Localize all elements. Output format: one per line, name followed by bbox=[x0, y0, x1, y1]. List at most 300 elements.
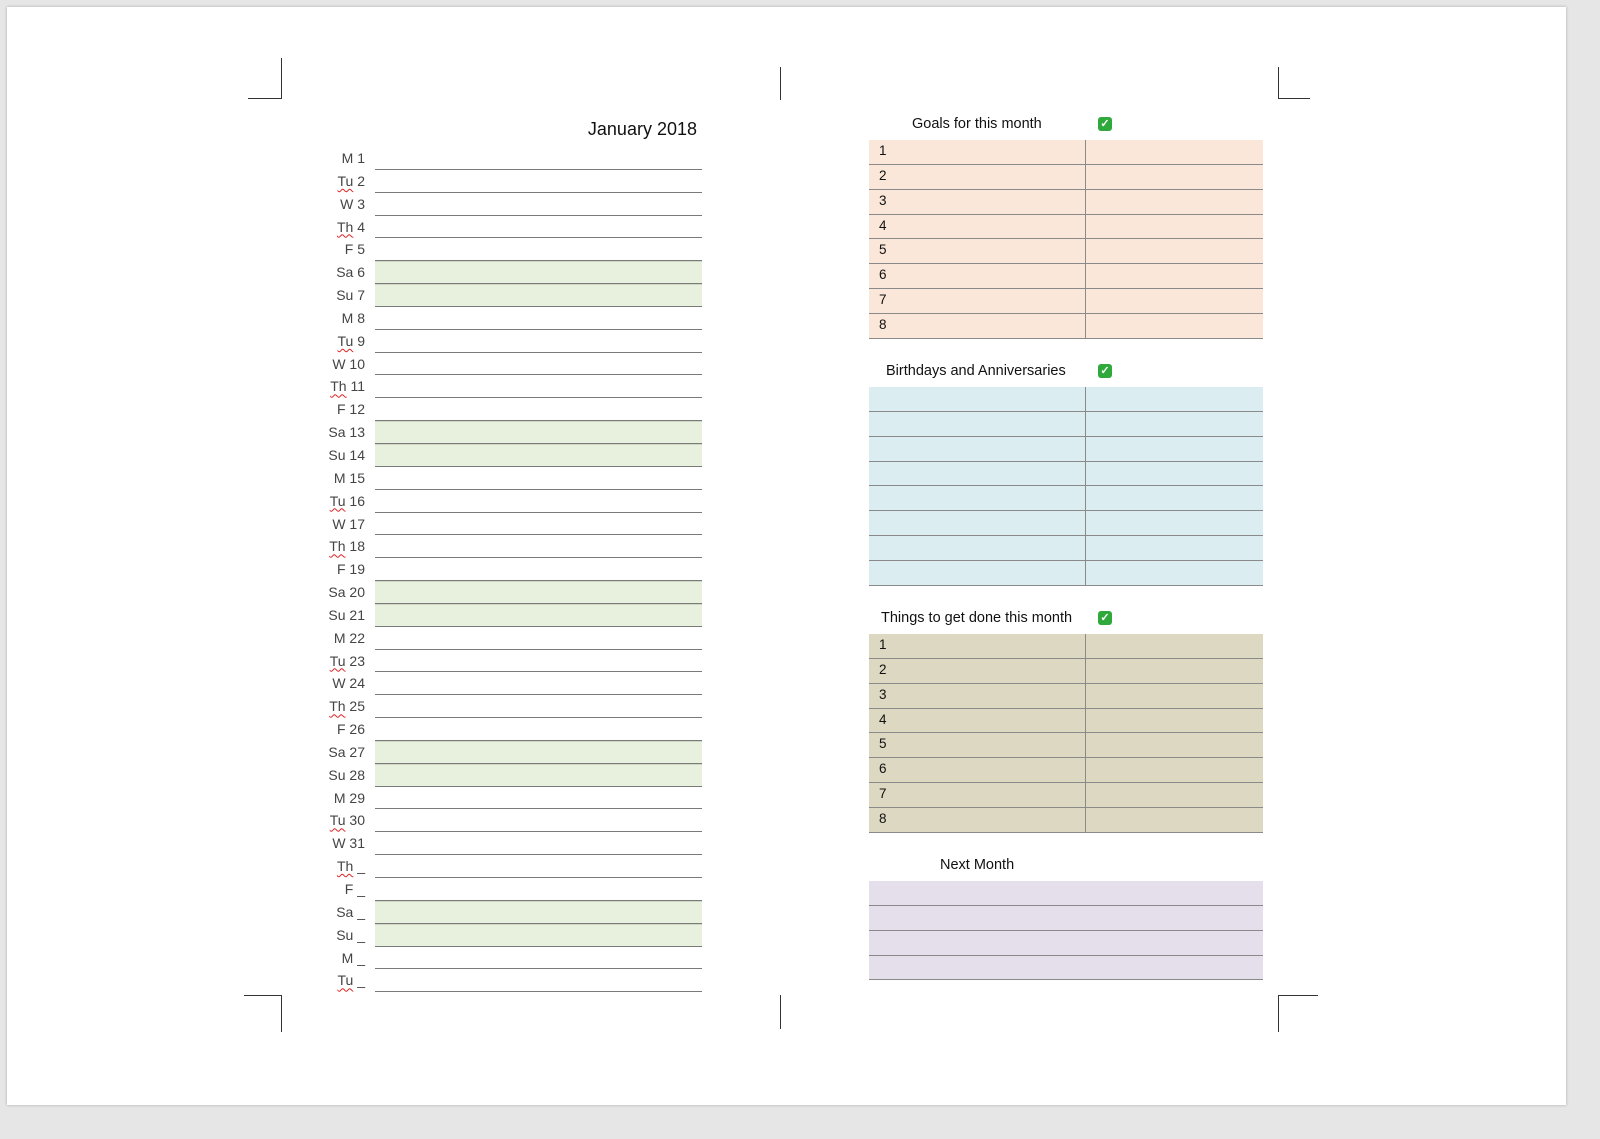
day-date: 23 bbox=[349, 652, 365, 669]
day-row bbox=[307, 969, 707, 992]
todo-title: Things to get done this month bbox=[881, 610, 1073, 626]
goals-table bbox=[869, 140, 1263, 339]
entry-cell[interactable] bbox=[1086, 931, 1263, 955]
day-of-week: Su bbox=[328, 446, 346, 463]
day-date: 2 bbox=[357, 172, 365, 189]
day-label bbox=[307, 950, 365, 966]
day-row bbox=[307, 535, 707, 558]
crop-mark bbox=[1278, 98, 1310, 99]
day-date: 8 bbox=[357, 309, 365, 326]
todo-section bbox=[869, 610, 1263, 833]
day-entry-line[interactable] bbox=[375, 627, 702, 650]
day-date: 24 bbox=[349, 675, 365, 692]
day-row bbox=[307, 718, 707, 741]
table-row bbox=[869, 881, 1263, 906]
row-number-cell[interactable]: 4 bbox=[869, 709, 1086, 733]
row-number-cell[interactable]: 5 bbox=[869, 733, 1086, 757]
day-of-week: M bbox=[341, 150, 354, 166]
day-entry-line[interactable] bbox=[375, 878, 702, 901]
birthdays-section bbox=[869, 363, 1263, 586]
table-row bbox=[869, 140, 1263, 165]
day-label bbox=[307, 401, 365, 417]
day-entry-line[interactable] bbox=[375, 216, 702, 239]
day-row bbox=[307, 695, 707, 718]
day-of-week: Th bbox=[336, 858, 354, 875]
row-number-cell[interactable]: 6 bbox=[869, 758, 1086, 782]
day-row bbox=[307, 330, 707, 353]
entry-cell[interactable] bbox=[1086, 215, 1263, 239]
day-of-week: M bbox=[333, 789, 346, 806]
row-number-cell[interactable] bbox=[869, 931, 1086, 955]
day-row bbox=[307, 650, 707, 673]
day-entry-line[interactable] bbox=[375, 809, 702, 832]
day-entry-line[interactable] bbox=[375, 695, 702, 718]
day-row bbox=[307, 604, 707, 627]
day-entry-line[interactable] bbox=[375, 513, 702, 536]
entry-cell[interactable] bbox=[1086, 561, 1263, 585]
day-entry-line[interactable] bbox=[375, 604, 702, 627]
table-row bbox=[869, 758, 1263, 783]
entry-cell[interactable] bbox=[1086, 462, 1263, 486]
table-row bbox=[869, 684, 1263, 709]
day-label bbox=[307, 675, 365, 691]
entry-cell[interactable] bbox=[1086, 314, 1263, 338]
row-number-cell[interactable] bbox=[869, 956, 1086, 980]
day-row bbox=[307, 672, 707, 695]
entry-cell[interactable] bbox=[1086, 412, 1263, 436]
day-date: 10 bbox=[349, 355, 365, 372]
crop-mark bbox=[244, 995, 281, 996]
goals-title: Goals for this month bbox=[912, 116, 1042, 132]
day-date: _ bbox=[357, 858, 365, 875]
entry-cell[interactable] bbox=[1086, 264, 1263, 288]
table-row bbox=[869, 931, 1263, 956]
day-date: _ bbox=[357, 903, 365, 920]
day-entry-line[interactable] bbox=[375, 307, 702, 330]
table-row bbox=[869, 808, 1263, 833]
day-of-week: Tu bbox=[337, 172, 354, 189]
day-of-week: F bbox=[336, 721, 346, 738]
day-label bbox=[307, 721, 365, 737]
check-mark-button-icon: ✓ bbox=[1098, 611, 1112, 625]
day-date: _ bbox=[357, 926, 365, 943]
day-label bbox=[307, 196, 365, 212]
day-label bbox=[307, 584, 365, 600]
day-of-week: Tu bbox=[329, 652, 346, 669]
day-label bbox=[307, 972, 365, 988]
day-date: 19 bbox=[349, 561, 365, 578]
day-date: 14 bbox=[349, 446, 365, 463]
day-date: 18 bbox=[349, 538, 365, 555]
entry-cell[interactable] bbox=[1086, 511, 1263, 535]
day-label bbox=[307, 378, 365, 394]
day-of-week: F bbox=[336, 401, 346, 418]
day-date: 9 bbox=[357, 332, 365, 349]
entry-cell[interactable] bbox=[1086, 906, 1263, 930]
next-month-header bbox=[869, 857, 1263, 877]
table-row bbox=[869, 783, 1263, 808]
row-number-cell[interactable]: 2 bbox=[869, 659, 1086, 683]
day-label bbox=[307, 561, 365, 577]
day-of-week: Su bbox=[328, 606, 346, 623]
day-of-week: W bbox=[332, 835, 346, 852]
day-entry-line[interactable] bbox=[375, 444, 702, 467]
row-number-cell[interactable]: 1 bbox=[869, 634, 1086, 658]
day-row bbox=[307, 467, 707, 490]
day-entry-line[interactable] bbox=[375, 238, 702, 261]
row-number-cell[interactable]: 3 bbox=[869, 190, 1086, 214]
document-page bbox=[7, 7, 1566, 1105]
day-label bbox=[307, 927, 365, 943]
day-label bbox=[307, 858, 365, 874]
day-entry-line[interactable] bbox=[375, 558, 702, 581]
day-row bbox=[307, 398, 707, 421]
day-label bbox=[307, 516, 365, 532]
day-date: 12 bbox=[349, 401, 365, 418]
day-date: 21 bbox=[349, 606, 365, 623]
day-of-week: Su bbox=[336, 287, 354, 304]
entry-cell[interactable] bbox=[1086, 659, 1263, 683]
day-label bbox=[307, 607, 365, 623]
day-date: _ bbox=[357, 972, 365, 989]
table-row bbox=[869, 289, 1263, 314]
day-entry-line[interactable] bbox=[375, 467, 702, 490]
day-date: 5 bbox=[357, 241, 365, 258]
day-date: 26 bbox=[349, 721, 365, 738]
day-date: 16 bbox=[349, 492, 365, 509]
entry-cell[interactable] bbox=[1086, 783, 1263, 807]
crop-mark bbox=[281, 58, 282, 99]
day-date: 29 bbox=[349, 789, 365, 806]
row-number-cell[interactable] bbox=[869, 387, 1086, 411]
day-label bbox=[307, 744, 365, 760]
row-number-cell[interactable]: 6 bbox=[869, 264, 1086, 288]
day-entry-line[interactable] bbox=[375, 947, 702, 970]
day-entry-line[interactable] bbox=[375, 147, 702, 170]
day-entry-line[interactable] bbox=[375, 375, 702, 398]
day-date: 13 bbox=[349, 424, 365, 441]
day-of-week: Sa bbox=[336, 903, 354, 920]
entry-cell[interactable] bbox=[1086, 808, 1263, 832]
day-of-week: M bbox=[333, 469, 346, 486]
day-date: _ bbox=[357, 881, 365, 897]
crop-mark bbox=[1278, 995, 1318, 996]
day-of-week: W bbox=[332, 355, 346, 372]
day-row bbox=[307, 627, 707, 650]
day-row bbox=[307, 261, 707, 284]
day-date: 17 bbox=[349, 515, 365, 532]
day-row bbox=[307, 375, 707, 398]
day-label bbox=[307, 424, 365, 440]
row-number-cell[interactable]: 8 bbox=[869, 314, 1086, 338]
day-row bbox=[307, 444, 707, 467]
table-row bbox=[869, 956, 1263, 981]
day-row bbox=[307, 170, 707, 193]
birthdays-title: Birthdays and Anniversaries bbox=[886, 363, 1066, 379]
day-label bbox=[307, 835, 365, 851]
entry-cell[interactable] bbox=[1086, 881, 1263, 905]
day-label bbox=[307, 698, 365, 714]
day-row bbox=[307, 284, 707, 307]
table-row bbox=[869, 659, 1263, 684]
todo-header bbox=[869, 610, 1263, 630]
day-label bbox=[307, 470, 365, 486]
day-entry-line[interactable] bbox=[375, 330, 702, 353]
day-date: 28 bbox=[349, 766, 365, 783]
day-entry-line[interactable] bbox=[375, 581, 702, 604]
day-label bbox=[307, 904, 365, 920]
day-row bbox=[307, 421, 707, 444]
day-list bbox=[307, 147, 707, 992]
day-entry-line[interactable] bbox=[375, 764, 702, 787]
day-entry-line[interactable] bbox=[375, 969, 702, 992]
day-entry-line[interactable] bbox=[375, 353, 702, 376]
next-month-table bbox=[869, 881, 1263, 980]
day-label bbox=[307, 767, 365, 783]
day-entry-line[interactable] bbox=[375, 832, 702, 855]
entry-cell[interactable] bbox=[1086, 165, 1263, 189]
crop-mark bbox=[1278, 995, 1279, 1032]
entry-cell[interactable] bbox=[1086, 387, 1263, 411]
day-entry-line[interactable] bbox=[375, 193, 702, 216]
month-title: January 2018 bbox=[587, 119, 697, 139]
day-date: 11 bbox=[350, 378, 365, 395]
day-label bbox=[307, 287, 365, 303]
table-row bbox=[869, 215, 1263, 240]
day-entry-line[interactable] bbox=[375, 901, 702, 924]
day-of-week: Th bbox=[336, 218, 354, 235]
table-row bbox=[869, 561, 1263, 586]
row-number-cell[interactable]: 1 bbox=[869, 140, 1086, 164]
day-label bbox=[307, 219, 365, 235]
table-row bbox=[869, 239, 1263, 264]
table-row bbox=[869, 437, 1263, 462]
row-number-cell[interactable]: 4 bbox=[869, 215, 1086, 239]
row-number-cell[interactable]: 5 bbox=[869, 239, 1086, 263]
day-of-week: Su bbox=[328, 766, 346, 783]
day-date: 3 bbox=[357, 195, 365, 212]
row-number-cell[interactable]: 2 bbox=[869, 165, 1086, 189]
day-date: 31 bbox=[349, 835, 365, 852]
day-row bbox=[307, 855, 707, 878]
day-row bbox=[307, 238, 707, 261]
day-entry-line[interactable] bbox=[375, 490, 702, 513]
day-row bbox=[307, 832, 707, 855]
day-entry-line[interactable] bbox=[375, 170, 702, 193]
row-number-cell[interactable] bbox=[869, 486, 1086, 510]
day-of-week: W bbox=[332, 675, 346, 692]
table-row bbox=[869, 412, 1263, 437]
day-row bbox=[307, 216, 707, 239]
day-of-week: F bbox=[344, 881, 354, 897]
entry-cell[interactable] bbox=[1086, 140, 1263, 164]
day-entry-line[interactable] bbox=[375, 650, 702, 673]
table-row bbox=[869, 511, 1263, 536]
next-month-title: Next Month bbox=[940, 857, 1015, 873]
row-number-cell[interactable] bbox=[869, 437, 1086, 461]
entry-cell[interactable] bbox=[1086, 709, 1263, 733]
day-date: 7 bbox=[357, 287, 365, 304]
day-of-week: Tu bbox=[329, 812, 346, 829]
crop-mark bbox=[281, 995, 282, 1032]
day-date: 20 bbox=[349, 584, 365, 601]
day-label bbox=[307, 173, 365, 189]
day-row bbox=[307, 353, 707, 376]
day-of-week: M bbox=[333, 629, 346, 646]
day-of-week: Tu bbox=[337, 332, 354, 349]
entry-cell[interactable] bbox=[1086, 289, 1263, 313]
day-of-week: Tu bbox=[329, 492, 346, 509]
table-row bbox=[869, 634, 1263, 659]
day-label bbox=[307, 333, 365, 349]
goals-header bbox=[869, 116, 1263, 136]
day-of-week: Su bbox=[336, 926, 354, 943]
day-row bbox=[307, 787, 707, 810]
day-label bbox=[307, 150, 365, 166]
day-label bbox=[307, 630, 365, 646]
birthdays-table bbox=[869, 387, 1263, 586]
day-of-week: Sa bbox=[336, 264, 354, 281]
day-entry-line[interactable] bbox=[375, 672, 702, 695]
table-row bbox=[869, 165, 1263, 190]
todo-table bbox=[869, 634, 1263, 833]
day-of-week: Th bbox=[329, 698, 346, 715]
day-date: 1 bbox=[357, 150, 365, 166]
row-number-cell[interactable]: 8 bbox=[869, 808, 1086, 832]
day-entry-line[interactable] bbox=[375, 718, 702, 741]
crop-mark bbox=[1278, 67, 1279, 99]
fold-mark bbox=[780, 995, 781, 1029]
day-row bbox=[307, 147, 707, 170]
day-label bbox=[307, 241, 365, 257]
day-of-week: Th bbox=[329, 538, 346, 555]
entry-cell[interactable] bbox=[1086, 190, 1263, 214]
day-date: 27 bbox=[349, 743, 365, 760]
entry-cell[interactable] bbox=[1086, 684, 1263, 708]
day-row bbox=[307, 307, 707, 330]
table-row bbox=[869, 536, 1263, 561]
row-number-cell[interactable] bbox=[869, 881, 1086, 905]
day-date: 4 bbox=[357, 218, 365, 235]
day-row bbox=[307, 193, 707, 216]
row-number-cell[interactable]: 7 bbox=[869, 783, 1086, 807]
day-entry-line[interactable] bbox=[375, 787, 702, 810]
check-mark-button-icon: ✓ bbox=[1098, 117, 1112, 131]
birthdays-header bbox=[869, 363, 1263, 383]
day-label bbox=[307, 447, 365, 463]
day-of-week: Tu bbox=[337, 972, 354, 989]
entry-cell[interactable] bbox=[1086, 239, 1263, 263]
row-number-cell[interactable] bbox=[869, 412, 1086, 436]
day-date: 6 bbox=[357, 264, 365, 281]
row-number-cell[interactable]: 3 bbox=[869, 684, 1086, 708]
goals-section bbox=[869, 116, 1263, 339]
day-row bbox=[307, 558, 707, 581]
day-entry-line[interactable] bbox=[375, 535, 702, 558]
row-number-cell[interactable] bbox=[869, 511, 1086, 535]
table-row bbox=[869, 906, 1263, 931]
table-row bbox=[869, 190, 1263, 215]
row-number-cell[interactable] bbox=[869, 536, 1086, 560]
day-label bbox=[307, 264, 365, 280]
day-label bbox=[307, 310, 365, 326]
day-of-week: M bbox=[341, 949, 354, 966]
next-month-section bbox=[869, 857, 1263, 980]
day-entry-line[interactable] bbox=[375, 741, 702, 764]
day-row bbox=[307, 947, 707, 970]
day-of-week: F bbox=[344, 241, 354, 258]
day-row bbox=[307, 809, 707, 832]
entry-cell[interactable] bbox=[1086, 437, 1263, 461]
day-date: 15 bbox=[349, 469, 365, 486]
day-label bbox=[307, 538, 365, 554]
day-of-week: F bbox=[336, 561, 346, 578]
day-entry-line[interactable] bbox=[375, 261, 702, 284]
entry-cell[interactable] bbox=[1086, 956, 1263, 980]
day-label bbox=[307, 356, 365, 372]
row-number-cell[interactable]: 7 bbox=[869, 289, 1086, 313]
entry-cell[interactable] bbox=[1086, 536, 1263, 560]
row-number-cell[interactable] bbox=[869, 906, 1086, 930]
day-entry-line[interactable] bbox=[375, 284, 702, 307]
entry-cell[interactable] bbox=[1086, 486, 1263, 510]
crop-mark bbox=[248, 98, 282, 99]
day-of-week: Sa bbox=[328, 424, 346, 441]
day-of-week: M bbox=[341, 309, 354, 326]
day-label bbox=[307, 790, 365, 806]
table-row bbox=[869, 264, 1263, 289]
table-row bbox=[869, 709, 1263, 734]
entry-cell[interactable] bbox=[1086, 733, 1263, 757]
check-mark-button-icon: ✓ bbox=[1098, 364, 1112, 378]
day-date: 22 bbox=[349, 629, 365, 646]
day-entry-line[interactable] bbox=[375, 924, 702, 947]
day-row bbox=[307, 924, 707, 947]
day-row bbox=[307, 764, 707, 787]
fold-mark bbox=[780, 67, 781, 100]
entry-cell[interactable] bbox=[1086, 634, 1263, 658]
day-date: _ bbox=[357, 949, 365, 966]
day-label bbox=[307, 653, 365, 669]
table-row bbox=[869, 387, 1263, 412]
day-row bbox=[307, 581, 707, 604]
day-row bbox=[307, 901, 707, 924]
table-row bbox=[869, 486, 1263, 511]
day-label bbox=[307, 881, 365, 897]
row-number-cell[interactable] bbox=[869, 462, 1086, 486]
day-of-week: W bbox=[340, 195, 354, 212]
day-entry-line[interactable] bbox=[375, 398, 702, 421]
day-of-week: Sa bbox=[328, 743, 346, 760]
day-date: 25 bbox=[349, 698, 365, 715]
table-row bbox=[869, 733, 1263, 758]
day-entry-line[interactable] bbox=[375, 855, 702, 878]
day-row bbox=[307, 878, 707, 901]
day-of-week: W bbox=[332, 515, 346, 532]
day-label bbox=[307, 493, 365, 509]
day-of-week: Th bbox=[330, 378, 347, 395]
table-row bbox=[869, 462, 1263, 487]
day-row bbox=[307, 513, 707, 536]
table-row bbox=[869, 314, 1263, 339]
entry-cell[interactable] bbox=[1086, 758, 1263, 782]
day-row bbox=[307, 490, 707, 513]
day-date: 30 bbox=[349, 812, 365, 829]
day-row bbox=[307, 741, 707, 764]
row-number-cell[interactable] bbox=[869, 561, 1086, 585]
day-label bbox=[307, 812, 365, 828]
day-entry-line[interactable] bbox=[375, 421, 702, 444]
